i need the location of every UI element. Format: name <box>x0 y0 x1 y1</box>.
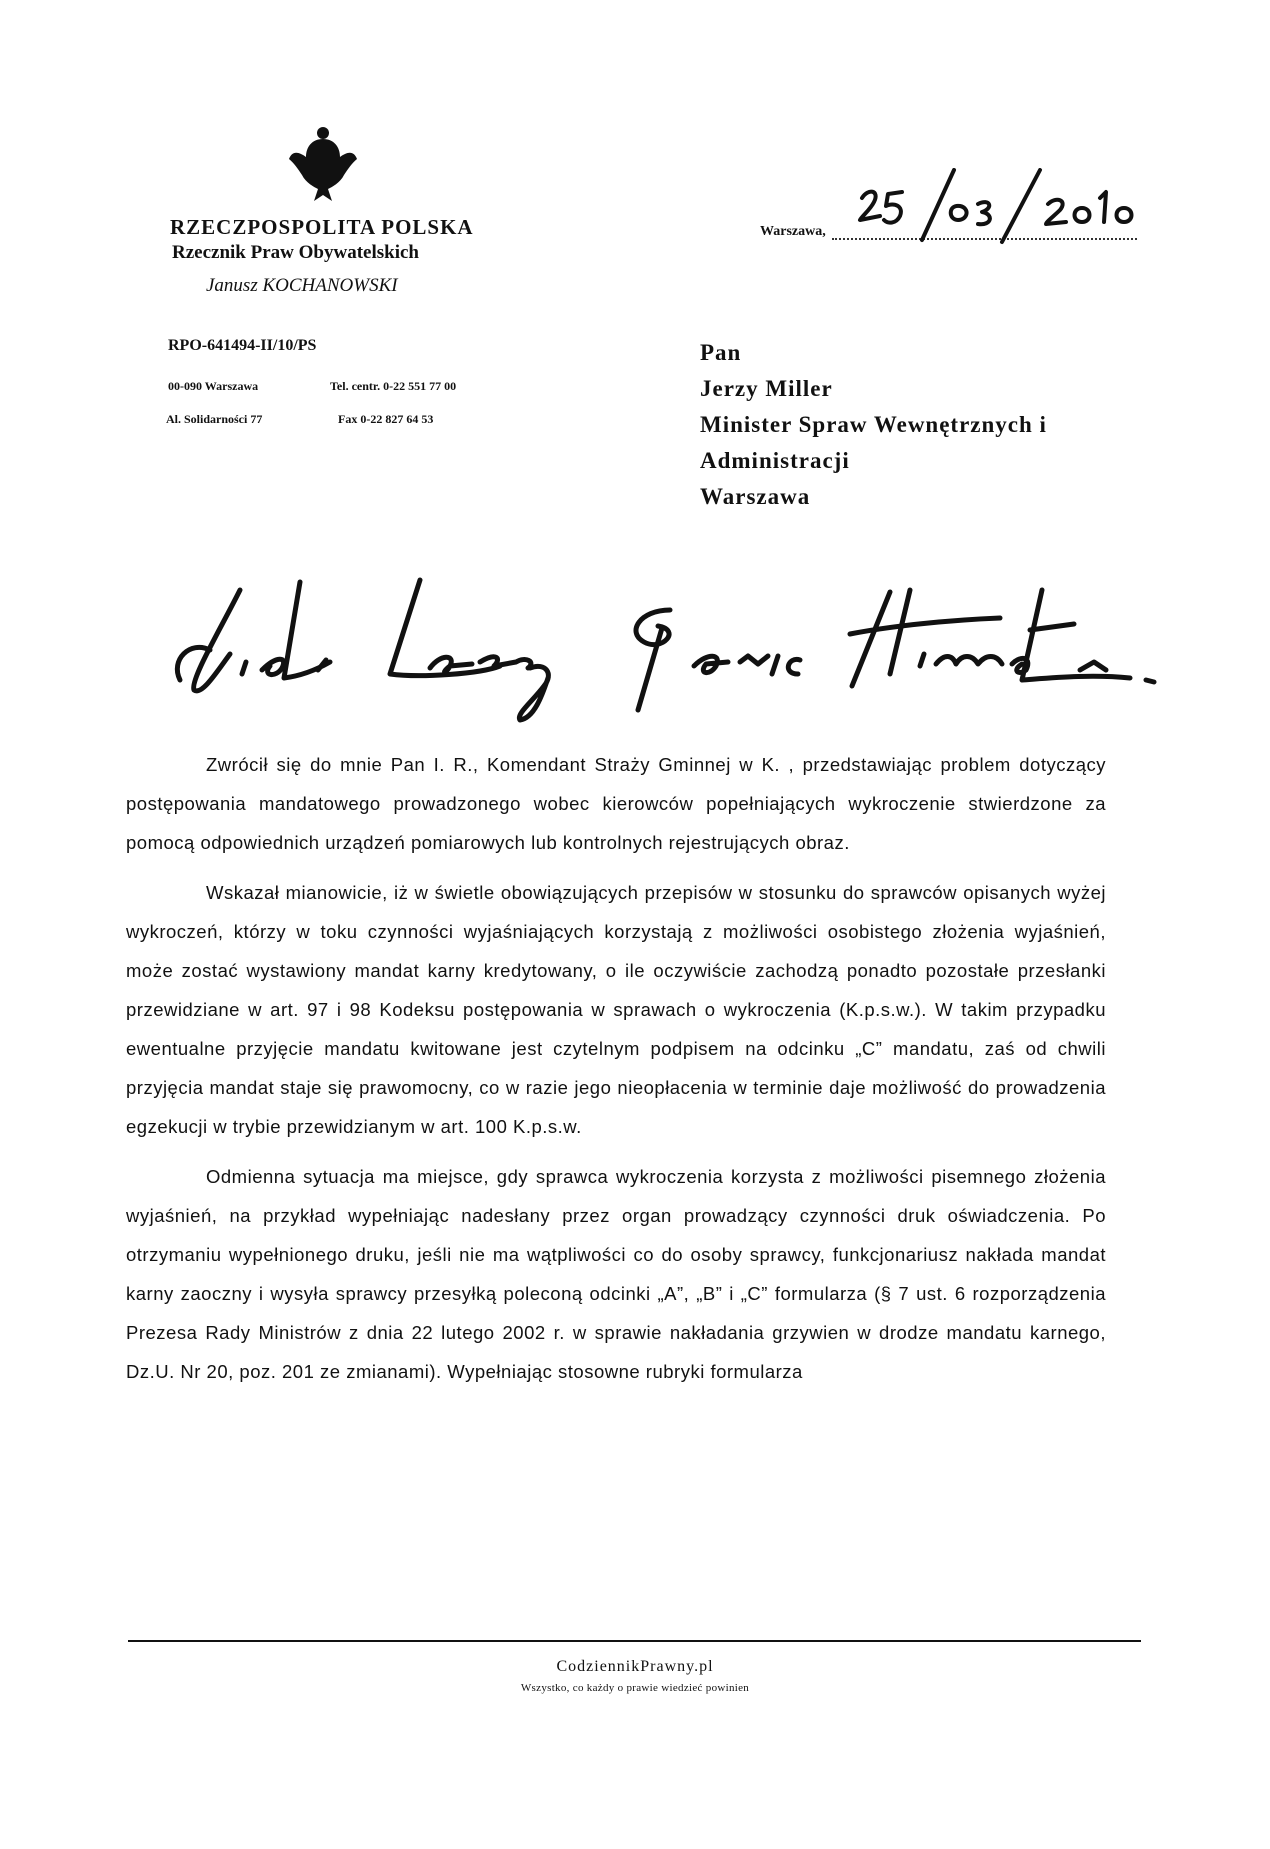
footer-divider <box>128 1640 1141 1642</box>
polish-eagle-emblem-icon <box>288 125 358 203</box>
sender-fax: Fax 0-22 827 64 53 <box>338 412 434 426</box>
sender-name: Janusz KOCHANOWSKI <box>206 275 398 296</box>
handwritten-salutation <box>150 570 1160 730</box>
recipient-line: Pan <box>700 340 742 365</box>
case-number: RPO-641494-II/10/PS <box>168 337 317 354</box>
sender-address-street: Al. Solidarności 77 <box>166 412 263 426</box>
footer-brand: CodziennikPrawny.pl <box>556 1658 714 1675</box>
sender-institution: RZECZPOSPOLITA POLSKA <box>170 215 474 239</box>
recipient-line: Jerzy Miller <box>700 376 833 401</box>
body-paragraph: Odmienna sytuacja ma miejsce, gdy sprawca wykroczenia korzysta z możliwości pisemnego złożenia wyjaśnień, na przykład wypełniając nadesłany przez organ prowadzący czynności druk oświadczenia. Po otrzymaniu wypełnionego druku, jeśli nie ma wątpliwości co do osoby sprawcy, funkcjonariusz nakłada mandat karny zaoczny i wysyła sprawcy przesyłką poleconą odcinki „A”, „B” i „C” formularza (§ 7 ust. 6 rozporządzenia Prezesa Rady Ministrów z dnia 22 lutego 2002 r. w sprawie nakładania grzywien w drodze mandatu karnego, Dz.U. Nr 20, poz. 201 ze zmianami). Wypełniając stosowne rubryki formularza <box>126 1166 1106 1382</box>
footer-tagline: Wszystko, co każdy o prawie wiedzieć powinien <box>520 1682 750 1694</box>
date-place: Warszawa, <box>760 224 826 239</box>
recipient-line: Warszawa <box>700 484 811 509</box>
sender-address-city: 00-090 Warszawa <box>168 379 259 393</box>
sender-phone: Tel. centr. 0-22 551 77 00 <box>330 379 457 393</box>
handwritten-date <box>850 168 1145 252</box>
body-paragraph: Wskazał mianowicie, iż w świetle obowiązujących przepisów w stosunku do sprawców opisanych wyżej wykroczeń, którzy w toku czynności wyjaśniających korzystają z możliwości osobistego złożenia wyjaśnień, może zostać wystawiony mandat karny kredytowany, o ile oczywiście zachodzą ponadto pozostałe przesłanki przewidziane w art. 97 i 98 Kodeksu postępowania w sprawach o wykroczenia (K.p.s.w.). W takim przypadku ewentualne przyjęcie mandatu kwitowane jest czytelnym podpisem na odcinku „C” mandatu, zaś od chwili przyjęcia mandat staje się prawomocny, co w razie jego nieopłacenia w terminie daje możliwość do prowadzenia egzekucji w trybie przewidzianym w art. 100 K.p.s.w. <box>126 882 1106 1137</box>
body-paragraph: Zwrócił się do mnie Pan I. R., Komendant Straży Gminnej w K. , przedstawiając problem dotyczący postępowania mandatowego prowadzonego wobec kierowców popełniających wykroczenie stwierdzone za pomocą odpowiednich urządzeń pomiarowych lub kontrolnych rejestrujących obraz. <box>126 754 1106 853</box>
recipient-line: Administracji <box>700 448 850 473</box>
recipient-block <box>700 335 1047 515</box>
recipient-line: Minister Spraw Wewnętrznych i <box>700 412 1047 437</box>
letter-body <box>126 745 1106 1402</box>
sender-office: Rzecznik Praw Obywatelskich <box>172 242 419 263</box>
